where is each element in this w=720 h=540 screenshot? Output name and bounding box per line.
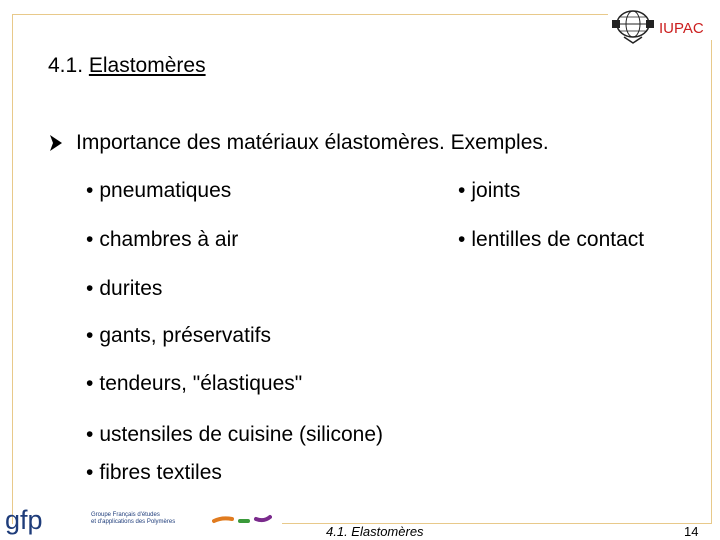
page-number: 14 (684, 524, 699, 539)
bullet-dot: • (86, 324, 94, 347)
title-number: 4.1. (48, 54, 84, 77)
title-text: Elastomères (88, 54, 206, 77)
list-item-text: durites (99, 277, 163, 300)
list-item (86, 228, 238, 252)
list-item-text: ustensiles de cuisine (silicone) (99, 423, 383, 446)
bullet-dot: • (86, 372, 94, 395)
frame-top-line (12, 14, 608, 15)
gfp-dashes-icon (212, 512, 272, 526)
main-bullet (48, 131, 549, 155)
bullet-dot: • (86, 423, 94, 446)
frame-left-line (12, 14, 13, 524)
list-item-text: joints (471, 179, 521, 202)
slide-title (48, 54, 206, 78)
list-item (458, 179, 520, 203)
list-item-text: gants, préservatifs (99, 324, 271, 347)
list-item (458, 228, 644, 252)
list-item-text: fibres textiles (99, 461, 222, 484)
list-item (86, 324, 271, 348)
list-item (86, 179, 231, 203)
bullet-dot: • (86, 179, 94, 202)
gfp-logo (4, 505, 64, 537)
list-item-text: pneumatiques (99, 179, 232, 202)
list-item (86, 277, 162, 301)
bullet-dot: • (458, 228, 466, 251)
list-item-text: chambres à air (99, 228, 239, 251)
list-item-text: tendeurs, "élastiques" (99, 372, 303, 395)
gfp-caption-line2: et d'applications des Polymères (91, 519, 176, 525)
list-item (86, 423, 383, 447)
list-item (86, 372, 302, 396)
list-item-text: lentilles de contact (471, 228, 645, 251)
iupac-globe-icon (608, 7, 658, 45)
gfp-caption-line1: Groupe Français d'études (91, 512, 160, 518)
footer-title: 4.1. Elastomères (326, 524, 424, 539)
bullet-dot: • (86, 228, 94, 251)
gfp-logo-text: gfp (5, 505, 43, 535)
gfp-caption (91, 512, 181, 526)
main-bullet-text: Importance des matériaux élastomères. Exemples. (76, 131, 549, 154)
bullet-dot: • (86, 277, 94, 300)
frame-right-line (711, 40, 712, 524)
bullet-dot: • (86, 461, 94, 484)
list-item (86, 461, 222, 485)
bullet-dot: • (458, 179, 466, 202)
iupac-label: IUPAC (659, 20, 704, 37)
arrow-bullet-icon (48, 134, 64, 152)
